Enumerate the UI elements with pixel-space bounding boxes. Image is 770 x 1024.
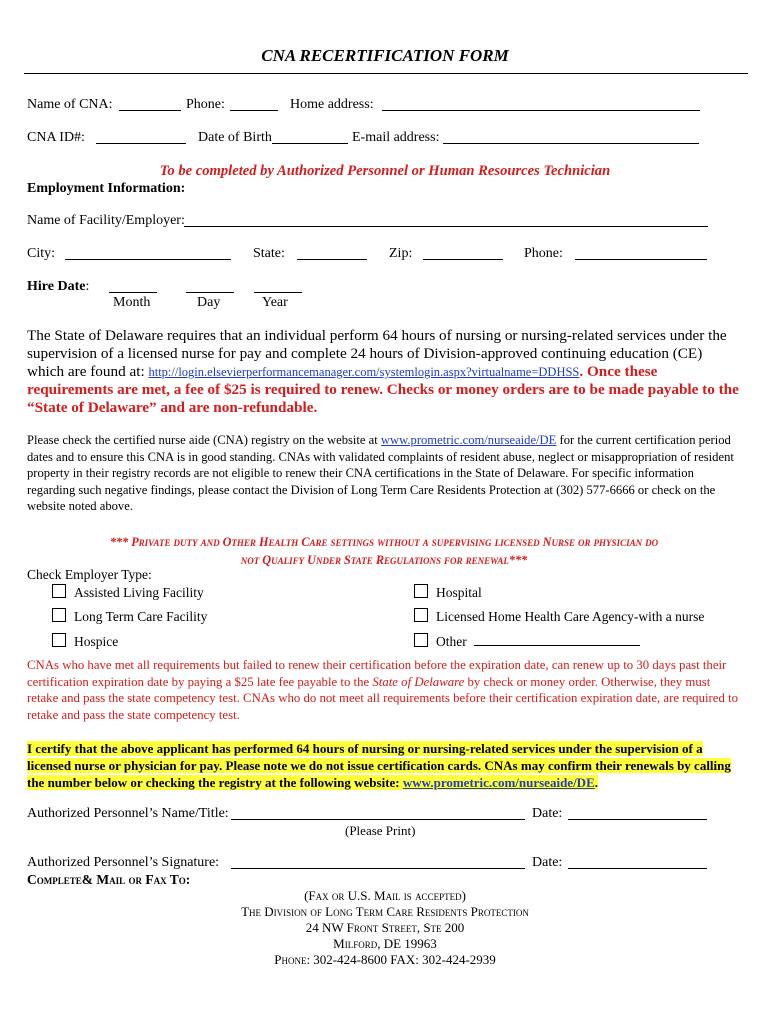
signature-label: Authorized Personnel’s Signature: — [27, 855, 220, 870]
ce-link[interactable]: http://login.elsevierperformancemanager.com/systemlogin.aspx?virtualname=DDHSS — [148, 365, 580, 379]
form-title: CNA RECERTIFICATION FORM — [261, 46, 509, 65]
employer-phone-field[interactable] — [575, 247, 707, 260]
date-label: Date: — [532, 806, 563, 821]
registry-paragraph: Please check the certified nurse aide (CNA) registry on the website at www.prometric.com/nurseaide/DE for the current certification period dates and to ensure this CNA is in good standing. CNAs with validated complaints of resident abuse, neglect or misappropriation of resident property in their registry records are not eligible to renew their CNA certifications in the State of Delaware. For specific information regarding such negative findings, please contact the Division of Long Term Care Residents Protection at (302) 577-6666 or check on the website noted above. — [27, 433, 734, 513]
signature-date-field[interactable] — [568, 856, 707, 869]
cna-name-label: Name of CNA: — [27, 97, 113, 112]
cna-phone-label: Phone: — [186, 97, 225, 112]
city-label: City: — [27, 246, 56, 261]
option-home-health[interactable]: Licensed Home Health Care Agency-with a nurse — [414, 608, 704, 625]
certify-registry-link[interactable]: www.prometric.com/nurseaide/DE — [402, 775, 595, 790]
title-rule — [24, 73, 748, 74]
zip-field[interactable] — [423, 247, 503, 260]
email-field[interactable] — [443, 131, 699, 144]
cna-id-label: CNA ID#: — [27, 130, 85, 145]
hire-year-field[interactable] — [254, 280, 302, 293]
home-address-field[interactable] — [382, 98, 700, 111]
employment-heading: Employment Information: — [27, 181, 186, 196]
facility-label: Name of Facility/Employer: — [27, 213, 185, 228]
hire-month-field[interactable] — [109, 280, 157, 293]
authorized-note: To be completed by Authorized Personnel or Human Resources Technician — [159, 163, 611, 179]
checkbox[interactable] — [52, 608, 66, 622]
contact-phone-fax: Phone: 302-424-8600 FAX: 302-424-2939 — [274, 952, 496, 967]
email-label: E-mail address: — [352, 130, 440, 145]
employer-type-label: Check Employer Type: — [27, 567, 152, 582]
mail-heading: Complete& Mail or Fax To: — [27, 872, 191, 887]
signature-field[interactable] — [231, 856, 525, 869]
street-address: 24 NW Front Street, Ste 200 — [305, 920, 465, 935]
checkbox[interactable] — [52, 633, 66, 647]
cna-phone-field[interactable] — [230, 98, 278, 111]
option-assisted-living[interactable]: Assisted Living Facility — [52, 584, 204, 601]
cna-name-field[interactable] — [119, 98, 181, 111]
employer-phone-label: Phone: — [524, 246, 563, 261]
city-field[interactable] — [65, 247, 231, 260]
hire-date-label: Hire Date: — [27, 279, 90, 294]
city-address: Milford, DE 19963 — [333, 936, 437, 951]
state-field[interactable] — [297, 247, 367, 260]
checkbox[interactable] — [414, 584, 428, 598]
zip-label: Zip: — [389, 246, 413, 261]
checkbox[interactable] — [414, 608, 428, 622]
dob-label: Date of Birth — [198, 130, 272, 145]
mail-accepted: (Fax or U.S. Mail is accepted) — [304, 888, 466, 903]
checkbox[interactable] — [414, 633, 428, 647]
month-caption: Month — [113, 295, 151, 310]
dob-field[interactable] — [272, 131, 348, 144]
certification-statement: I certify that the above applicant has performed 64 hours of nursing or nursing-related services under the supervision of a licensed nurse or physician for pay. Please note we do not issue certification cards. CNAs may confirm their renewals by calling the number below or checking the registry at the following website: www.prometric.com/nurseaide/DE. — [27, 741, 731, 790]
private-duty-warning: *** Private duty and Other Health Care settings without a supervising licensed Nurse or physician do not Qualify Under State Regulations for renewal*** — [109, 535, 659, 567]
division-name: The Division of Long Term Care Residents Protection — [241, 904, 529, 919]
personnel-name-label: Authorized Personnel’s Name/Title: — [27, 806, 229, 821]
date-field[interactable] — [568, 807, 707, 820]
late-renewal-paragraph: CNAs who have met all requirements but failed to renew their certification before the expiration date, can renew up to 30 days past their certification expiration date by paying a $25 late fee payable to the State of Delaware by check or money order. Otherwise, they must retake and pass the state competency test. CNAs who do not meet all requirements before their certification expiration date, are required to retake and pass the state competency test. — [27, 658, 739, 722]
hire-day-field[interactable] — [186, 280, 234, 293]
day-caption: Day — [197, 295, 221, 310]
home-address-label: Home address: — [290, 97, 374, 112]
fee-notice: Once these requirements are met, a fee of $25 is required to renew. Checks or money orders are to be made payable to the “State of Delaware” and are non-refundable. — [27, 363, 739, 416]
please-print-note: (Please Print) — [345, 823, 416, 838]
personnel-name-field[interactable] — [231, 807, 525, 820]
option-hospice[interactable]: Hospice — [52, 633, 118, 650]
facility-field[interactable] — [184, 214, 708, 227]
cna-id-field[interactable] — [96, 131, 186, 144]
option-hospital[interactable]: Hospital — [414, 584, 482, 601]
state-label: State: — [253, 246, 285, 261]
other-field[interactable] — [474, 633, 640, 646]
option-long-term-care[interactable]: Long Term Care Facility — [52, 608, 207, 625]
year-caption: Year — [262, 295, 288, 310]
option-other[interactable]: Other — [414, 633, 640, 650]
signature-date-label: Date: — [532, 855, 563, 870]
registry-link[interactable]: www.prometric.com/nurseaide/DE — [380, 433, 557, 447]
requirements-paragraph: The State of Delaware requires that an individual perform 64 hours of nursing or nursing-related services under the supervision of a licensed nurse for pay and complete 24 hours of Division-approved continuing education (CE) which are found at: http://login.elsevierperformancemanager.com/systemlogin.aspx?virtualname=DDHSS. Once these requirements are met, a fee of $25 is required to renew. Checks or money orders are to be made payable to the “State of Delaware” and are non-refundable. — [27, 327, 739, 416]
checkbox[interactable] — [52, 584, 66, 598]
